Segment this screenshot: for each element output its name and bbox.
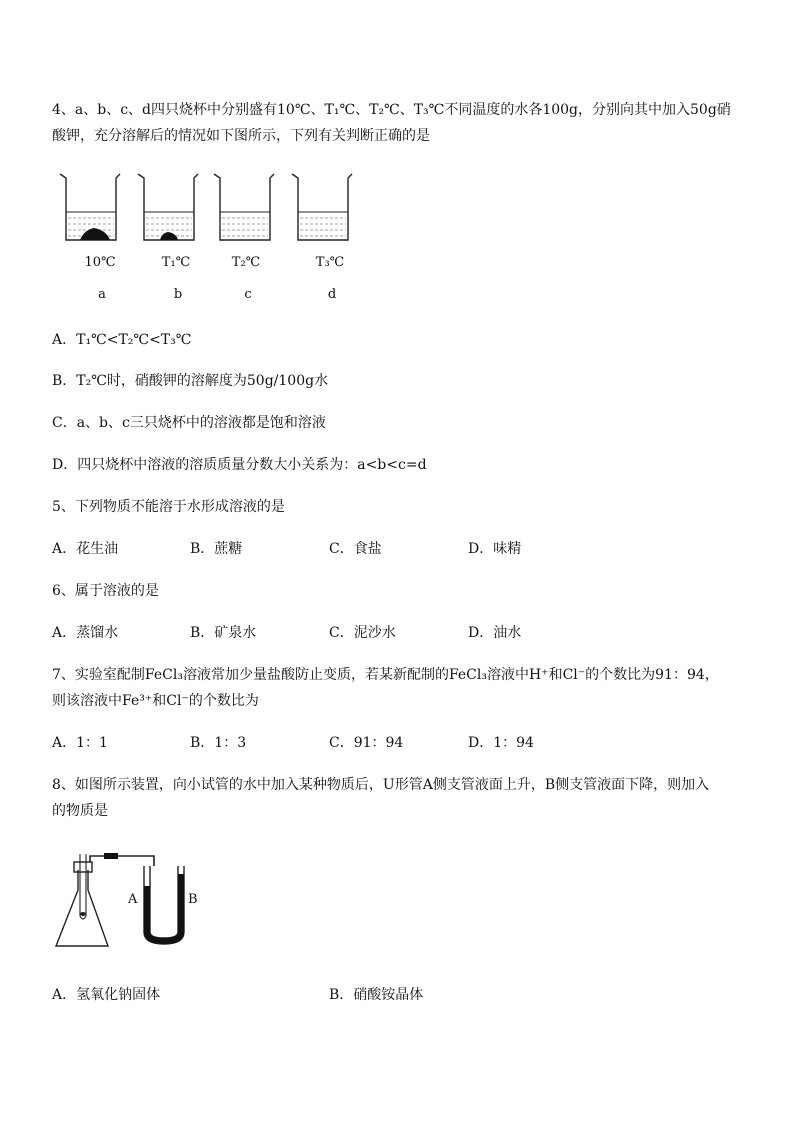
q5-stem: 5、下列物质不能溶于水形成溶液的是 (52, 499, 285, 515)
q6-option-a: A．蒸馏水 (52, 625, 119, 641)
beaker-c-temp: T₂℃ (231, 255, 261, 270)
beaker-d-temp: T₃℃ (315, 255, 345, 270)
beaker-c-label: c (244, 287, 252, 302)
beaker-b-temp: T₁℃ (161, 255, 191, 270)
beaker-c-figure (212, 172, 276, 242)
q7-option-b: B．1：3 (190, 735, 247, 751)
q7-option-c: C．91：94 (329, 735, 404, 751)
q5-option-b: B．蔗糖 (190, 541, 243, 557)
q8-stem-line2: 的物质是 (52, 803, 108, 819)
q7-option-a: A．1：1 (52, 735, 108, 751)
u-tube-apparatus-figure (50, 848, 200, 953)
q5-option-a: A．花生油 (52, 541, 119, 557)
beaker-d-figure (290, 172, 354, 242)
beaker-a-temp: 10℃ (84, 255, 116, 270)
q4-stem-line2: 酸钾，充分溶解后的情况如下图所示，下列有关判断正确的是 (52, 128, 430, 144)
beaker-a-label: a (98, 287, 106, 302)
beaker-b-figure (136, 172, 200, 242)
q5-option-d: D．味精 (468, 541, 522, 557)
u-tube-label-b: B (188, 892, 198, 907)
q4-stem-line1: 4、a、b、c、d四只烧杯中分别盛有10℃、T₁℃、T₂℃、T₃℃不同温度的水各100g，分别向其中加入50g硝 (52, 102, 731, 118)
q4-option-d: D．四只烧杯中溶液的溶质质量分数大小关系为：a<b<c=d (52, 457, 427, 473)
q6-option-c: C．泥沙水 (329, 625, 396, 641)
q5-option-c: C．食盐 (329, 541, 382, 557)
beaker-b-label: b (173, 287, 183, 302)
q8-option-b: B．硝酸铵晶体 (329, 987, 424, 1003)
q4-option-b: B．T₂℃时，硝酸钾的溶解度为50g/100g水 (52, 373, 329, 389)
q7-stem-line1: 7、实验室配制FeCl₃溶液常加少量盐酸防止变质，若某新配制的FeCl₃溶液中H⁺和Cl⁻的个数比为91：94， (52, 667, 719, 683)
beaker-a-figure (58, 172, 122, 242)
q8-option-a: A．氢氧化钠固体 (52, 987, 161, 1003)
u-tube-label-a: A (128, 892, 138, 907)
q7-stem-line2: 则该溶液中Fe³⁺和Cl⁻的个数比为 (52, 693, 259, 709)
q4-option-c: C．a、b、c三只烧杯中的溶液都是饱和溶液 (52, 415, 326, 431)
q6-option-d: D．油水 (468, 625, 522, 641)
q7-option-d: D．1：94 (468, 735, 534, 751)
beaker-d-label: d (327, 287, 337, 302)
q4-option-a: A．T₁℃<T₂℃<T₃℃ (52, 332, 192, 348)
q6-option-b: B．矿泉水 (190, 625, 257, 641)
q8-stem-line1: 8、如图所示装置，向小试管的水中加入某种物质后，U形管A侧支管液面上升，B侧支管液面下降，则加入 (52, 777, 710, 793)
q6-stem: 6、属于溶液的是 (52, 583, 159, 599)
